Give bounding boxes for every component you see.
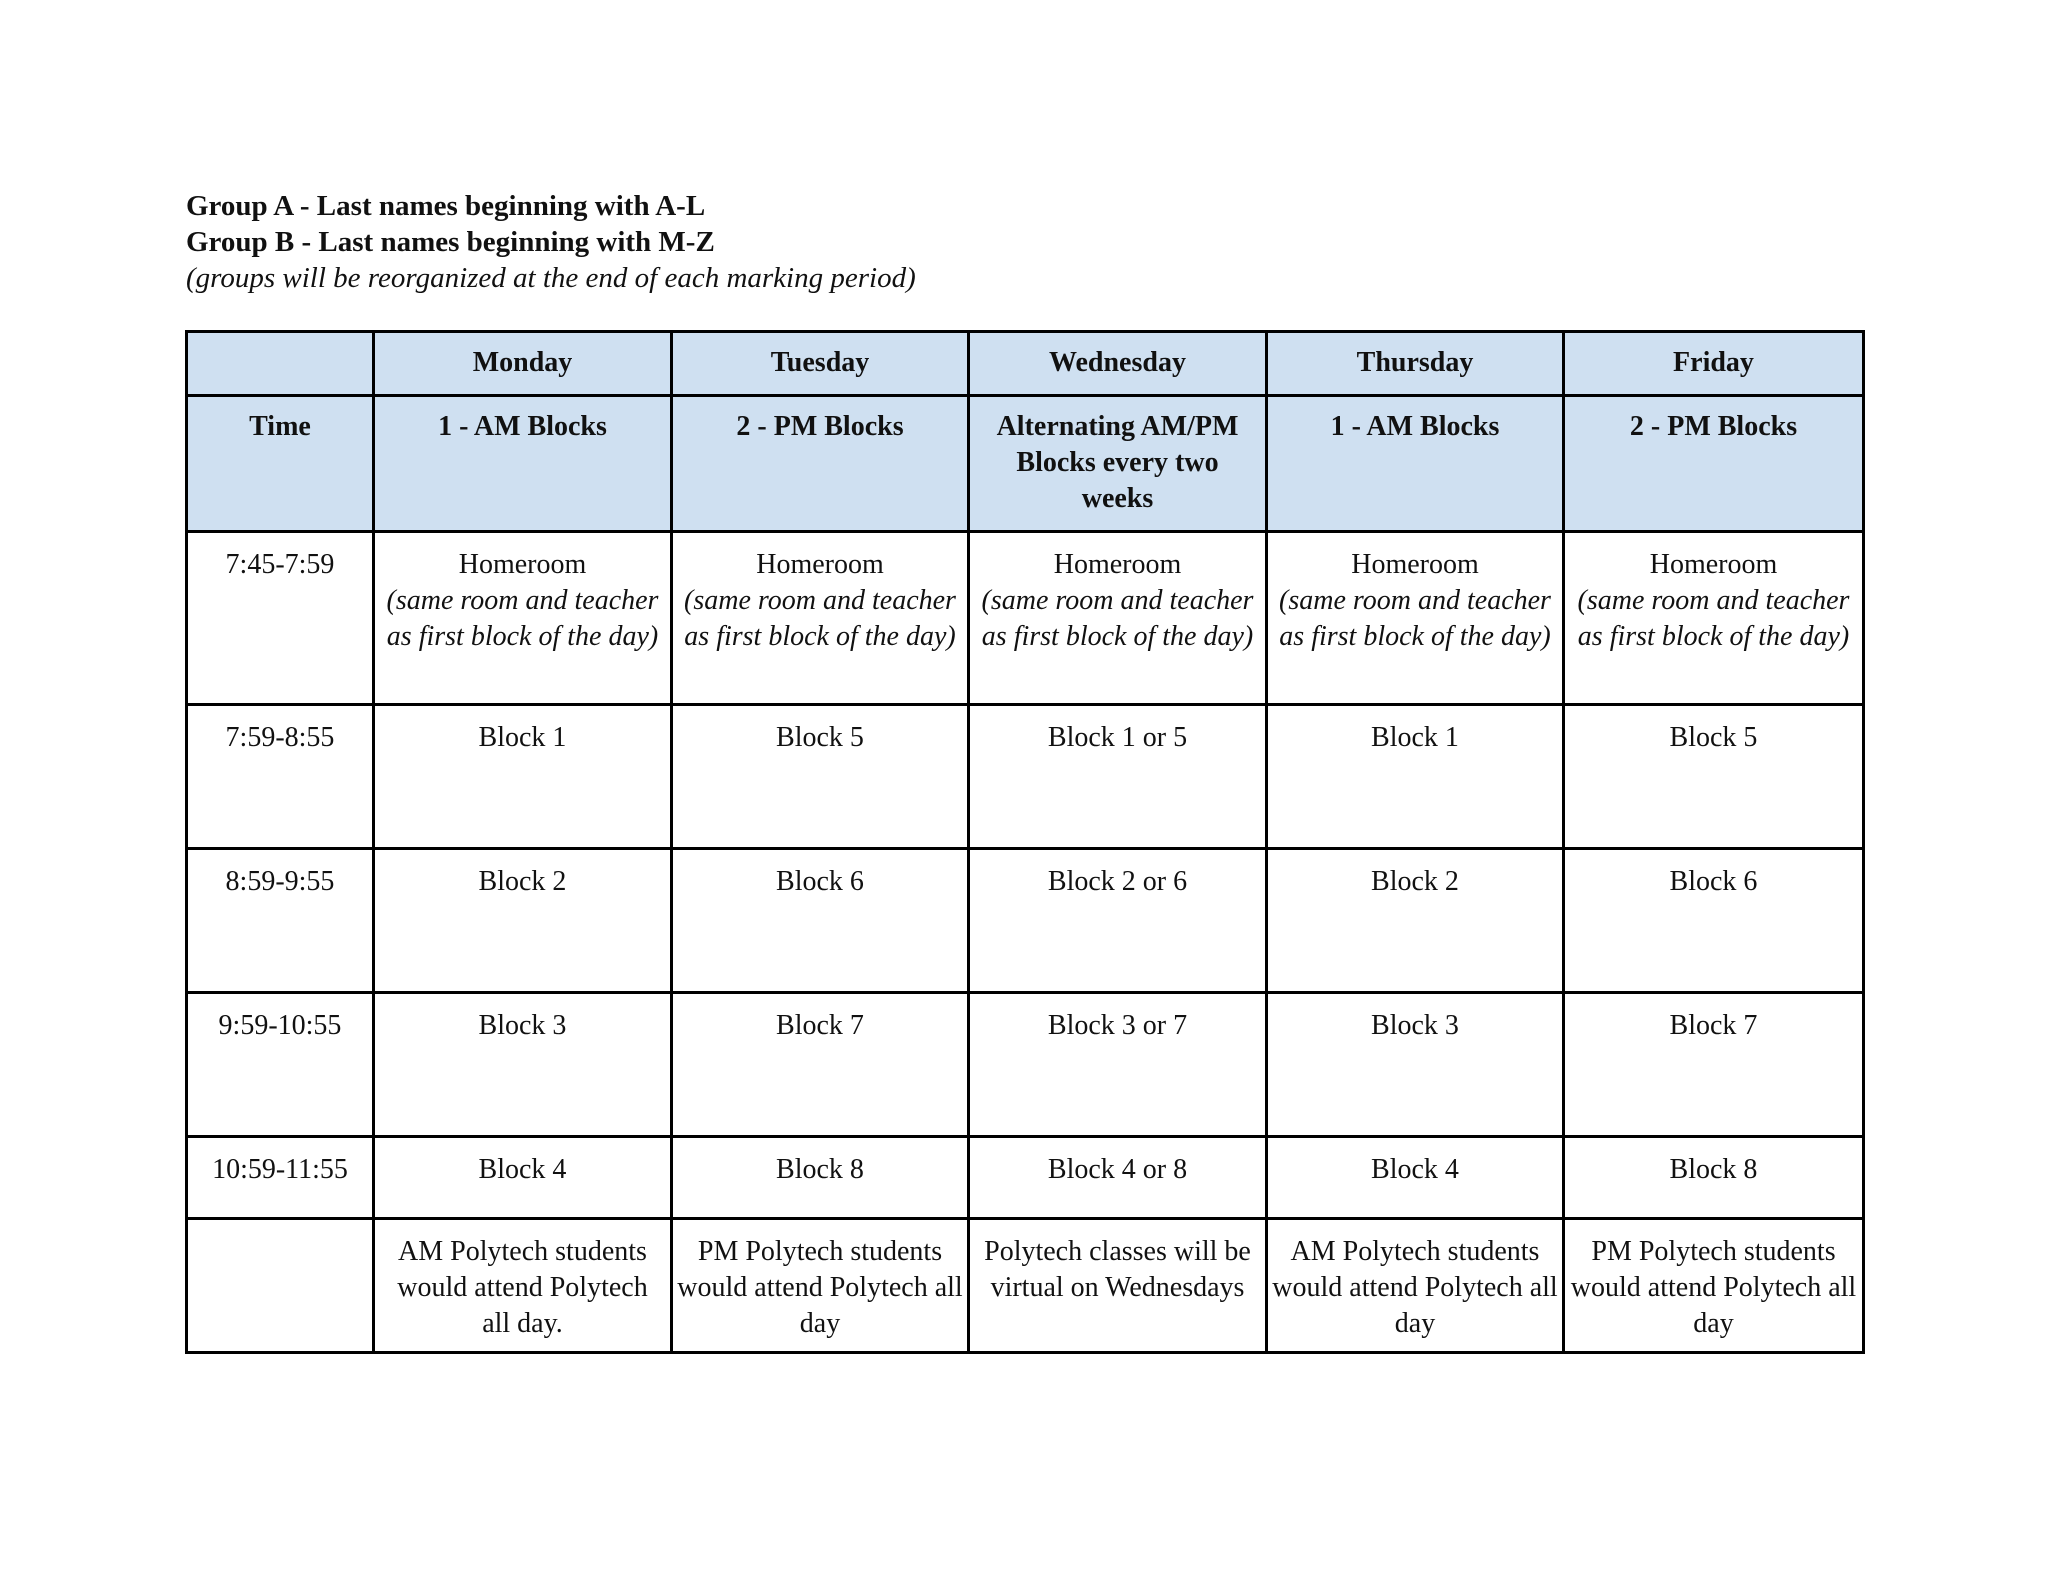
- block-cell: Block 3: [1267, 993, 1564, 1137]
- group-header-tuesday: 2 - PM Blocks: [672, 396, 969, 532]
- homeroom-cell: [672, 532, 969, 705]
- block-row: [187, 705, 1864, 849]
- block-row: [187, 993, 1864, 1137]
- block-cell: Block 5: [1564, 705, 1864, 849]
- day-header-monday: Monday: [374, 332, 672, 396]
- intro: [186, 188, 916, 296]
- homeroom-cell: [969, 532, 1267, 705]
- homeroom-cell: [1267, 532, 1564, 705]
- block-cell: Block 7: [672, 993, 969, 1137]
- block-row: [187, 1137, 1864, 1219]
- block-cell: Block 7: [1564, 993, 1864, 1137]
- polytech-note-row: [187, 1219, 1864, 1353]
- group-header-monday: 1 - AM Blocks: [374, 396, 672, 532]
- block-cell: Block 2 or 6: [969, 849, 1267, 993]
- group-header-friday: 2 - PM Blocks: [1564, 396, 1864, 532]
- empty-time-cell: [187, 1219, 374, 1353]
- group-header-thursday: 1 - AM Blocks: [1267, 396, 1564, 532]
- block-cell: Block 5: [672, 705, 969, 849]
- block-cell: Block 2: [1267, 849, 1564, 993]
- polytech-note-tuesday: PM Polytech students would attend Polytech all day: [672, 1219, 969, 1353]
- block-cell: Block 4 or 8: [969, 1137, 1267, 1219]
- homeroom-title: Homeroom: [756, 549, 884, 580]
- group-header-row: [187, 396, 1864, 532]
- time-cell: 7:59-8:55: [187, 705, 374, 849]
- day-header-wednesday: Wednesday: [969, 332, 1267, 396]
- homeroom-note: (same room and teacher as first block of the day): [684, 585, 956, 652]
- time-cell: 7:45-7:59: [187, 532, 374, 705]
- polytech-note-wednesday: Polytech classes will be virtual on Wednesdays: [969, 1219, 1267, 1353]
- time-cell: 9:59-10:55: [187, 993, 374, 1137]
- polytech-note-friday: PM Polytech students would attend Polytech all day: [1564, 1219, 1864, 1353]
- time-header: Time: [187, 396, 374, 532]
- polytech-note-thursday: AM Polytech students would attend Polytech all day: [1267, 1219, 1564, 1353]
- block-cell: Block 8: [1564, 1137, 1864, 1219]
- group-b-label: Group B - Last names beginning with M-Z: [186, 226, 715, 258]
- day-header-thursday: Thursday: [1267, 332, 1564, 396]
- block-row: [187, 849, 1864, 993]
- corner-cell: [187, 332, 374, 396]
- block-cell: Block 4: [1267, 1137, 1564, 1219]
- block-cell: Block 2: [374, 849, 672, 993]
- homeroom-title: Homeroom: [1053, 549, 1182, 580]
- day-header-tuesday: Tuesday: [672, 332, 969, 396]
- group-note: (groups will be reorganized at the end of each marking period): [186, 262, 916, 294]
- group-a-label: Group A - Last names beginning with A-L: [186, 190, 706, 222]
- homeroom-cell: [1564, 532, 1864, 705]
- block-cell: Block 4: [374, 1137, 672, 1219]
- block-cell: Block 6: [1564, 849, 1864, 993]
- day-header-row: [187, 332, 1864, 396]
- time-cell: 8:59-9:55: [187, 849, 374, 993]
- homeroom-row: [187, 532, 1864, 705]
- block-cell: Block 8: [672, 1137, 969, 1219]
- homeroom-note: (same room and teacher as first block of the day): [386, 585, 659, 652]
- homeroom-title: Homeroom: [1351, 549, 1479, 580]
- homeroom-note: (same room and teacher as first block of the day): [1577, 585, 1850, 652]
- block-cell: Block 6: [672, 849, 969, 993]
- block-cell: Block 1 or 5: [969, 705, 1267, 849]
- time-cell: 10:59-11:55: [187, 1137, 374, 1219]
- day-header-friday: Friday: [1564, 332, 1864, 396]
- homeroom-cell: [374, 532, 672, 705]
- homeroom-note: (same room and teacher as first block of the day): [981, 585, 1254, 652]
- group-header-wednesday: Alternating AM/PM Blocks every two weeks: [969, 396, 1267, 532]
- block-cell: Block 3: [374, 993, 672, 1137]
- homeroom-title: Homeroom: [1649, 549, 1778, 580]
- block-cell: Block 1: [1267, 705, 1564, 849]
- schedule-table: [185, 330, 1865, 1354]
- homeroom-title: Homeroom: [458, 549, 587, 580]
- homeroom-note: (same room and teacher as first block of the day): [1279, 585, 1551, 652]
- block-cell: Block 1: [374, 705, 672, 849]
- block-cell: Block 3 or 7: [969, 993, 1267, 1137]
- polytech-note-monday: AM Polytech students would attend Polytech all day.: [374, 1219, 672, 1353]
